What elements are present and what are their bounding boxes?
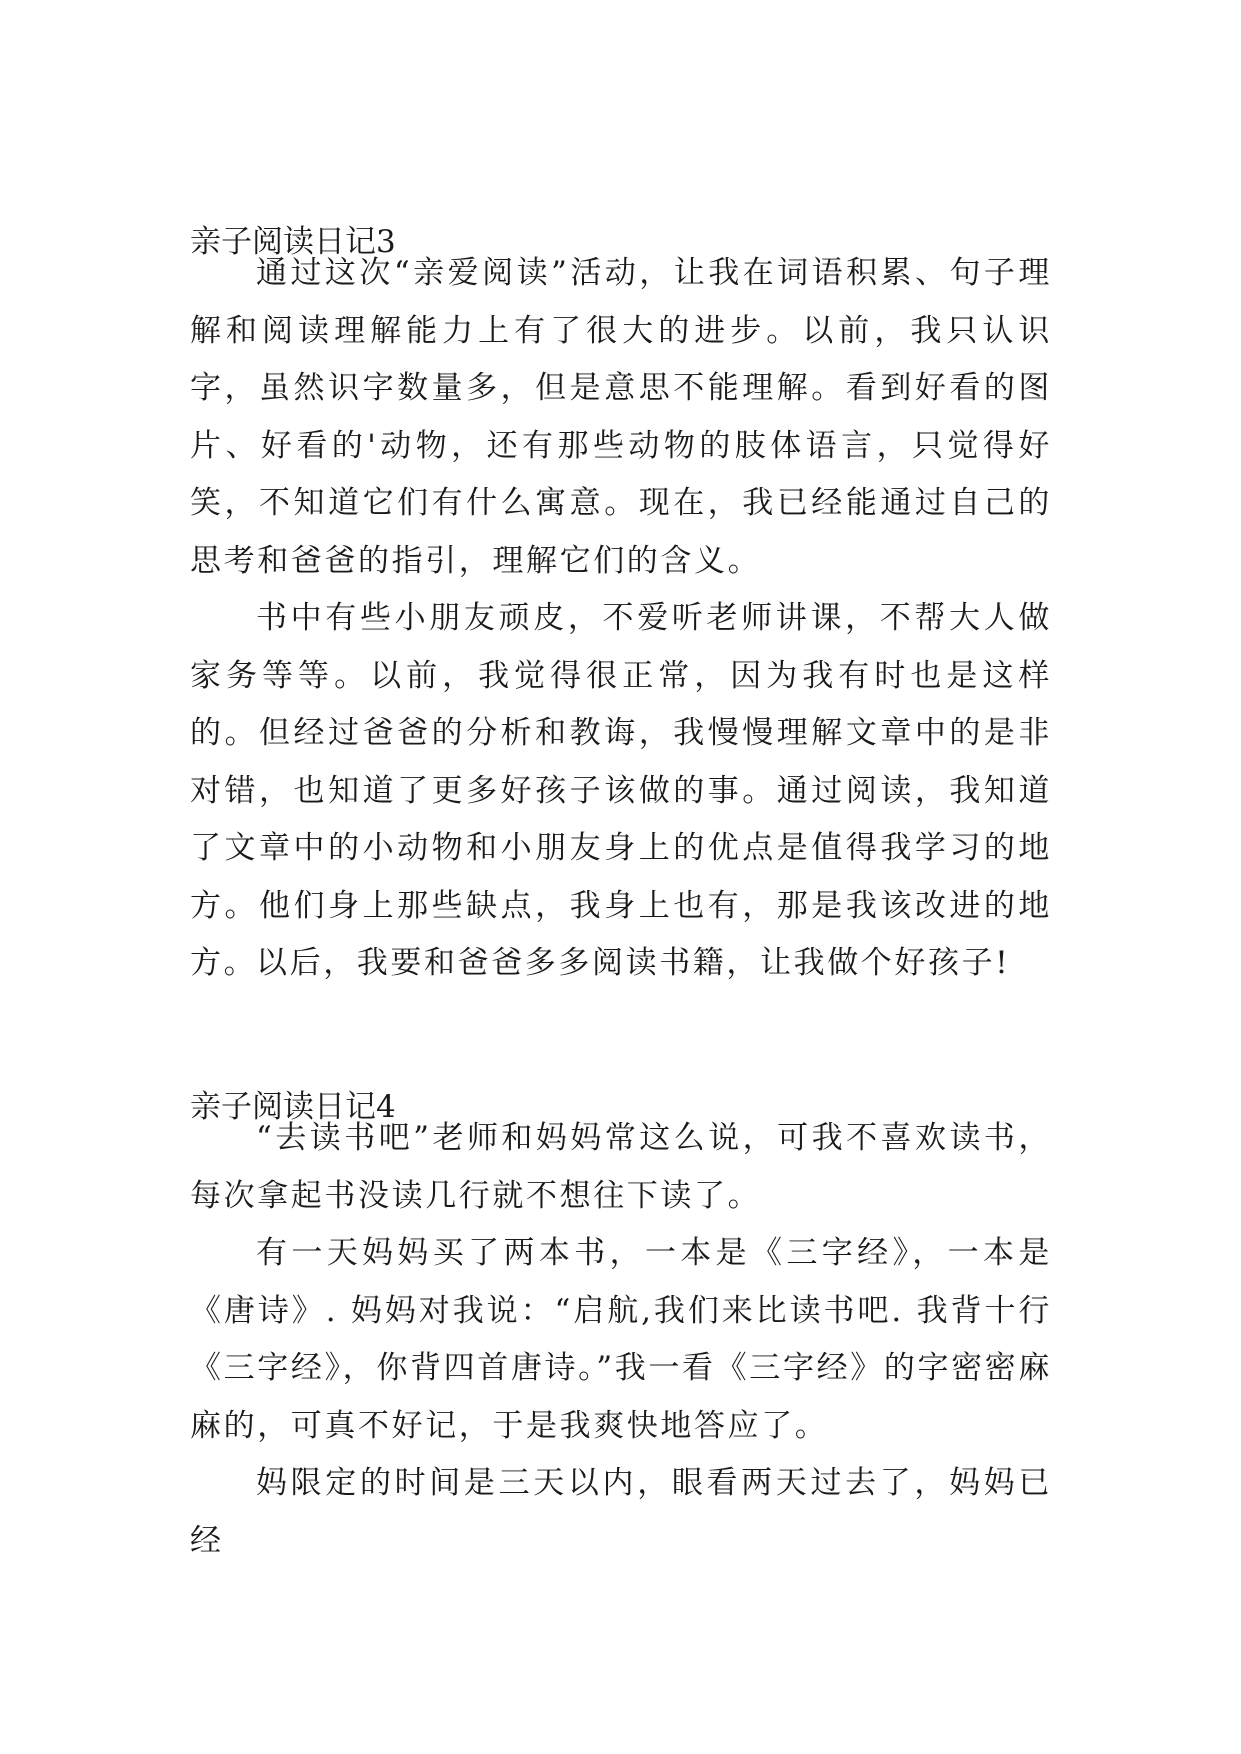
paragraph: “去读书吧”老师和妈妈常这么说，可我不喜欢读书，每次拿起书没读几行就不想往下读了。	[190, 1120, 1052, 1214]
paragraph: 有一天妈妈买了两本书，一本是《三字经》，一本是《唐诗》. 妈妈对我说：“启航,我们来比读书吧. 我背十行《三字经》，你背四首唐诗。”我一看《三字经》的字密密麻麻的，可真不好记，于是我爽快地答应了。	[190, 1235, 1052, 1444]
entry-title: 亲子阅读日记3	[190, 224, 396, 260]
paragraph: 书中有些小朋友顽皮，不爱听老师讲课，不帮大人做家务等等。以前，我觉得很正常，因为我有时也是这样的。但经过爸爸的分析和教诲，我慢慢理解文章中的是非对错，也知道了更多好孩子该做的事。通过阅读，我知道了文章中的小动物和小朋友身上的优点是值得我学习的地方。他们身上那些缺点，我身上也有，那是我该改进的地方。	[190, 600, 1052, 981]
paragraph: 妈限定的时间是三天以内，眼看两天过去了，妈妈已经	[190, 1465, 1052, 1559]
entry-title: 亲子阅读日记4	[190, 1089, 396, 1125]
paragraph: 以后，我要和爸爸多多阅读书籍，让我做个好孩子!	[256, 945, 1011, 981]
paragraph: 通过这次“亲爱阅读”活动，让我在词语积累、句子理解和阅读理解能力上有了很大的进步。以前，我只认识字，虽然识字数量多，但是意思不能理解。看到好看的图片、好看的'动物，还有那些动物的肢体语言，只觉得好笑，不知道它们有什么寓意。现在，我已经能通过自己的思考和爸爸的指引，理解它们的含义。	[190, 255, 1052, 579]
